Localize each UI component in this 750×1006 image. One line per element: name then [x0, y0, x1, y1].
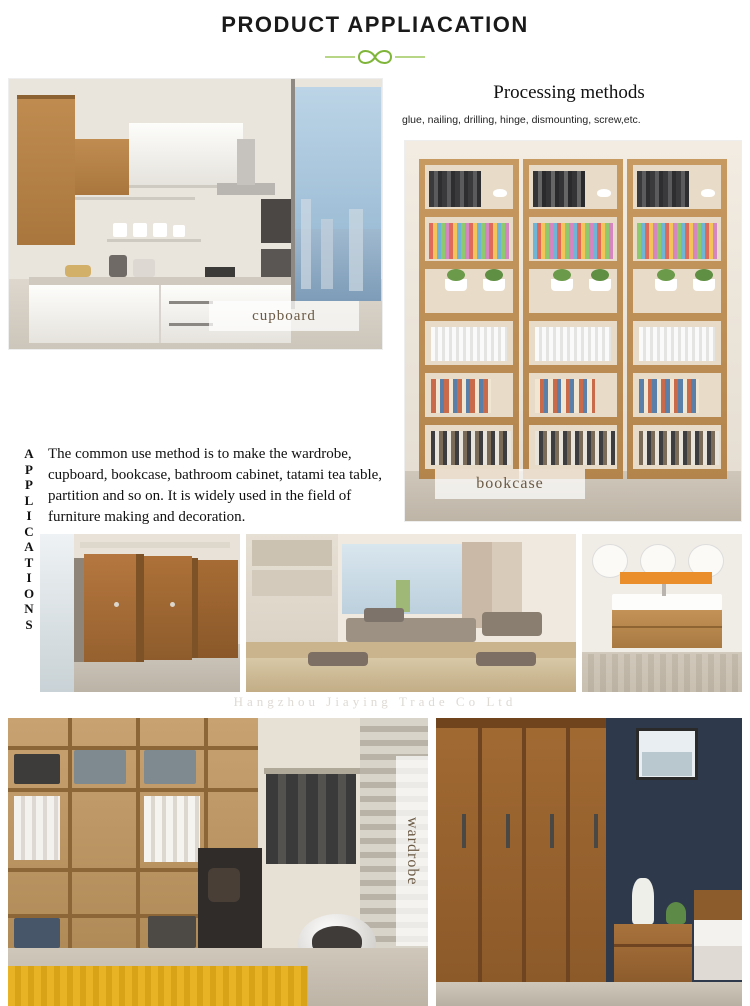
photo-walk-in-wardrobe	[8, 718, 428, 1006]
photo-bathroom-cabinet	[582, 534, 742, 692]
processing-methods-block	[396, 78, 742, 522]
processing-subtitle: glue, nailing, drilling, hinge, dismounting, screw,etc.	[402, 114, 641, 126]
watermark-company: Hangzhou Jiaying Trade Co Ltd	[233, 694, 517, 709]
caption-wardrobe: wardrobe	[396, 756, 428, 946]
applications-vertical-label: A P P L I C A T I O N S	[23, 446, 35, 632]
caption-cupboard: cupboard	[209, 301, 359, 331]
header	[0, 0, 750, 70]
bottom-photo-row	[8, 718, 742, 1006]
infinity-loop-ornament-icon	[315, 45, 435, 69]
top-section	[8, 78, 742, 632]
photo-bookcase	[404, 140, 742, 522]
photo-tatami-tea-table	[246, 534, 576, 692]
photo-bedroom-wardrobe	[436, 718, 742, 1006]
applications-body: The common use method is to make the wardrobe, cupboard, bookcase, bathroom cabinet, tatami tea table, partition and so on. It is widely used in the field of furniture making and decoration.	[48, 446, 383, 525]
photo-toilet-partition	[40, 534, 240, 692]
photo-kitchen-cupboard	[8, 78, 383, 350]
mid-photo-strip	[40, 534, 742, 692]
page-title: PRODUCT APPLIACATION	[221, 12, 529, 37]
caption-bookcase: bookcase	[435, 469, 585, 499]
processing-title: Processing methods	[493, 82, 645, 103]
header-ornament	[0, 44, 750, 70]
